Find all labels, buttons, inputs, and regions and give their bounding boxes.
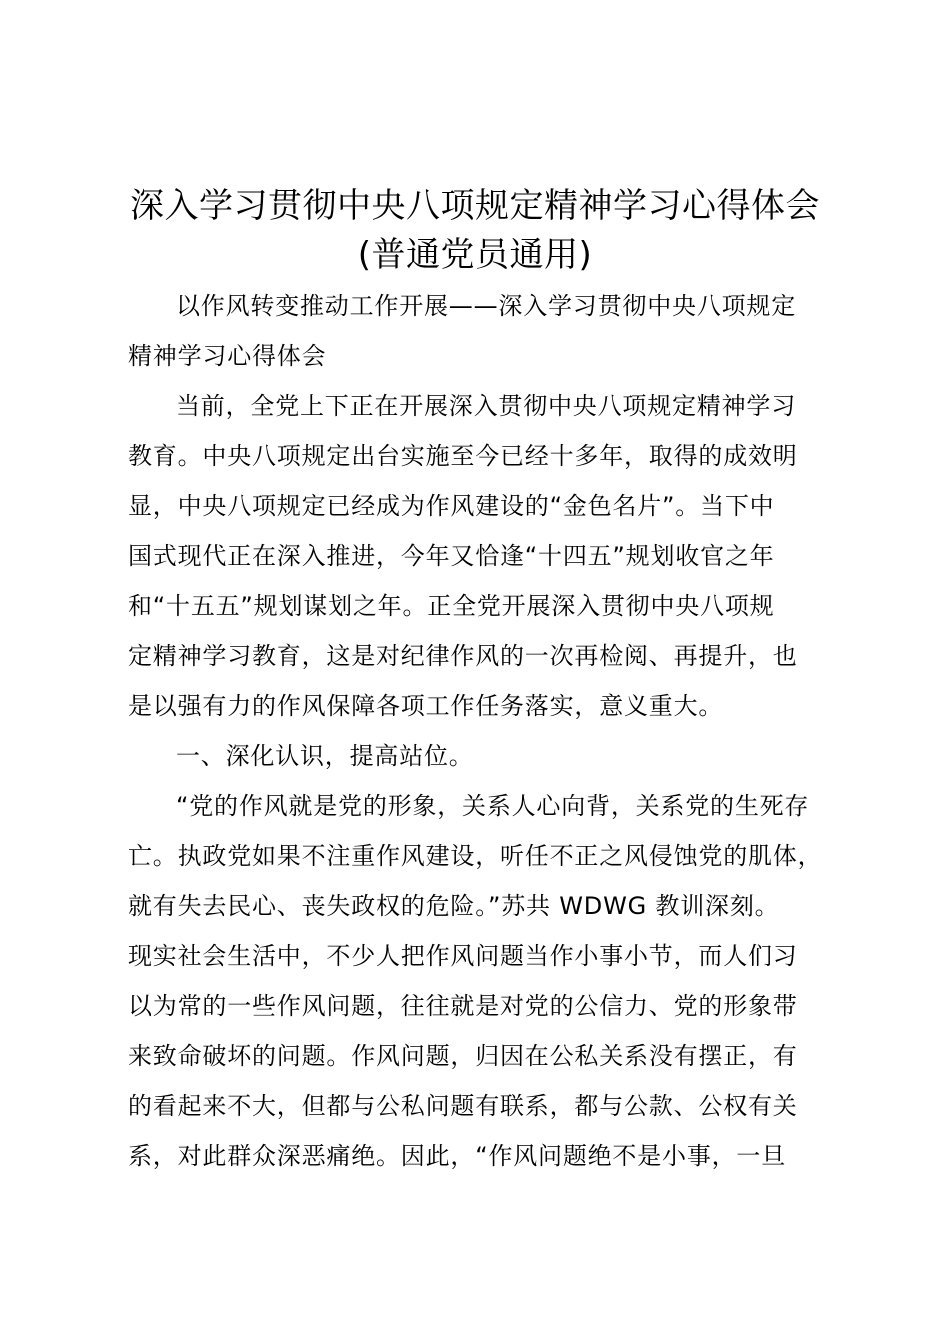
document-title: 深入学习贯彻中央八项规定精神学习心得体会 bbox=[130, 186, 820, 226]
document-subtitle: (普通党员通用) bbox=[357, 235, 593, 275]
paragraph-line: 现实社会生活中，不少人把作风问题当作小事小节，而人们习 bbox=[128, 942, 798, 970]
paragraph-line: 以为常的一些作风问题，往往就是对党的公信力、党的形象带 bbox=[128, 992, 798, 1020]
paragraph-line: 是以强有力的作风保障各项工作任务落实，意义重大。 bbox=[128, 692, 724, 720]
paragraph-line: 和“十五五”规划谋划之年。正全党开展深入贯彻中央八项规 bbox=[128, 592, 775, 620]
paragraph-line: 就有失去民心、丧失政权的危险。”苏共 WDWG 教训深刻。 bbox=[128, 892, 780, 920]
paragraph-line: 来致命破坏的问题。作风问题，归因在公私关系没有摆正，有 bbox=[128, 1042, 798, 1070]
paragraph-line: 亡。执政党如果不注重作风建设，听任不正之风侵蚀党的肌体， bbox=[128, 842, 823, 870]
paragraph-line: 当前，全党上下正在开展深入贯彻中央八项规定精神学习 bbox=[176, 392, 796, 420]
paragraph-line: 系，对此群众深恶痛绝。因此，“作风问题绝不是小事，一旦 bbox=[128, 1142, 787, 1170]
section-heading: 一、深化认识，提高站位。 bbox=[176, 742, 474, 770]
paragraph-line: 国式现代正在深入推进，今年又恰逢“十四五”规划收官之年 bbox=[128, 542, 775, 570]
paragraph-line: 以作风转变推动工作开展——深入学习贯彻中央八项规定 bbox=[176, 292, 796, 320]
paragraph-line: 精神学习心得体会 bbox=[128, 342, 327, 370]
paragraph-line: “党的作风就是党的形象，关系人心向背，关系党的生死存 bbox=[176, 792, 810, 820]
paragraph-line: 显，中央八项规定已经成为作风建设的“金色名片”。当下中 bbox=[128, 492, 775, 520]
paragraph-line: 教育。中央八项规定出台实施至今已经十多年，取得的成效明 bbox=[128, 442, 798, 470]
paragraph-line: 定精神学习教育，这是对纪律作风的一次再检阅、再提升，也 bbox=[128, 642, 798, 670]
paragraph-line: 的看起来不大，但都与公私问题有联系，都与公款、公权有关 bbox=[128, 1092, 798, 1120]
